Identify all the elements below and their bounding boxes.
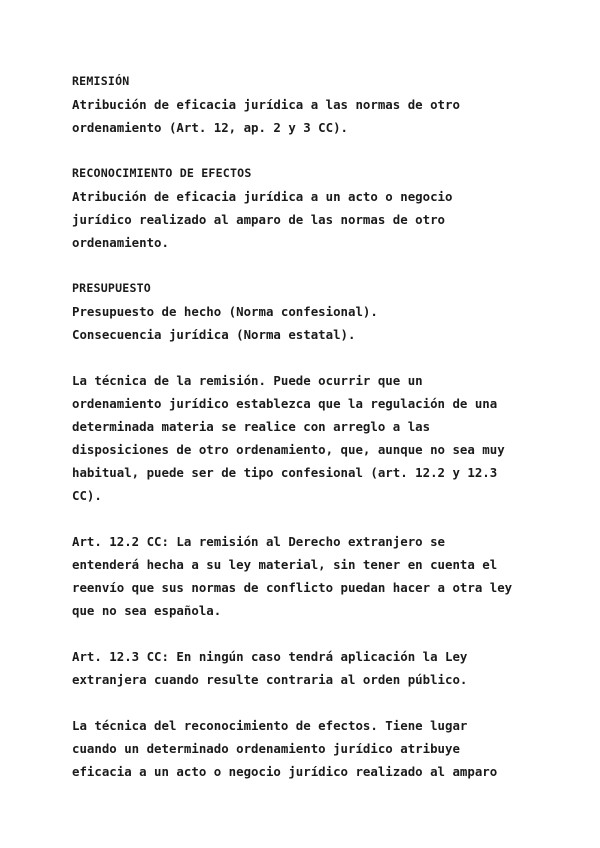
section-heading: RECONOCIMIENTO DE EFECTOS [72, 166, 252, 180]
text-line: disposiciones de otro ordenamiento, que, aunque no sea muy [72, 442, 505, 457]
text-line: eficacia a un acto o negocio jurídico realizado al amparo [72, 764, 498, 779]
text-line: extranjera cuando resulte contraria al orden público. [72, 672, 468, 687]
text-line: que no sea española. [72, 603, 222, 618]
text-line: ordenamiento (Art. 12, ap. 2 y 3 CC). [72, 120, 349, 135]
paragraph-art-12-3 [72, 645, 528, 691]
text-line: ordenamiento. [72, 235, 169, 250]
text-line: Consecuencia jurídica (Norma estatal). [72, 327, 356, 342]
text-line: Atribución de eficacia jurídica a un acto o negocio [72, 189, 453, 204]
text-line: entenderá hecha a su ley material, sin tener en cuenta el [72, 557, 498, 572]
paragraph-tecnica-reconocimiento [72, 714, 528, 783]
text-line: Atribución de eficacia jurídica a las normas de otro [72, 97, 460, 112]
text-line: ordenamiento jurídico establezca que la regulación de una [72, 396, 498, 411]
text-line: jurídico realizado al amparo de las normas de otro [72, 212, 445, 227]
text-line: reenvío que sus normas de conflicto puedan hacer a otra ley [72, 580, 513, 595]
text-line: CC). [72, 488, 102, 503]
paragraph-art-12-2 [72, 530, 528, 622]
text-line: habitual, puede ser de tipo confesional (art. 12.2 y 12.3 [72, 465, 498, 480]
text-line: cuando un determinado ordenamiento jurídico atribuye [72, 741, 460, 756]
text-line: Art. 12.3 CC: En ningún caso tendrá aplicación la Ley [72, 649, 468, 664]
text-line: determinada materia se realice con arreglo a las [72, 419, 431, 434]
text-line: La técnica de la remisión. Puede ocurrir que un [72, 373, 423, 388]
paragraph-tecnica-remision [72, 369, 528, 507]
text-line: Art. 12.2 CC: La remisión al Derecho extranjero se [72, 534, 445, 549]
text-line: Presupuesto de hecho (Norma confesional). [72, 304, 378, 319]
section-remision [72, 70, 528, 139]
section-heading: PRESUPUESTO [72, 281, 151, 295]
section-heading: REMISIÓN [72, 74, 130, 88]
section-presupuesto [72, 277, 528, 346]
text-line: La técnica del reconocimiento de efectos. Tiene lugar [72, 718, 468, 733]
document-page [72, 70, 528, 806]
section-reconocimiento [72, 162, 528, 254]
